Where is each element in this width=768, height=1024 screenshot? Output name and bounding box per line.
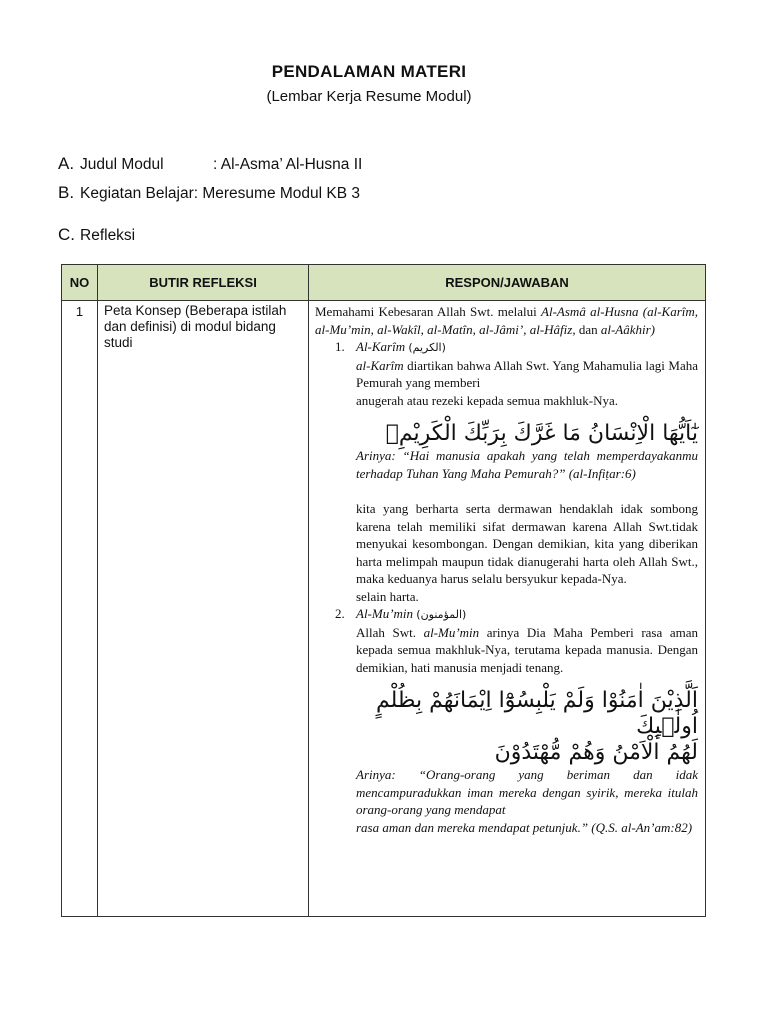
item1-number: 1. — [335, 339, 345, 354]
spacer — [315, 482, 698, 500]
page-subtitle: (Lembar Kerja Resume Modul) — [266, 88, 472, 105]
intro-dan: dan — [578, 321, 601, 337]
item2-translation-line2: rasa aman dan mereka mendapat petunjuk.” (Q.S. al-An’am:82) — [356, 819, 693, 835]
intro-last-name: al-Aâkhir) — [600, 321, 656, 337]
item1-def-term: al-Karîm — [356, 357, 404, 373]
item1-def-text: diartikan bahwa Allah Swt. Yang Mahamulia lagi Maha Pemurah yang memberi — [356, 357, 698, 390]
item2-definition — [356, 624, 698, 677]
table-header-row — [62, 265, 706, 301]
row-no: 1 — [75, 304, 84, 319]
row-butir-text: Peta Konsep (Beberapa istilah dan definisi) di modul bidang studi — [104, 303, 287, 350]
item2-def-text: arinya Dia Maha Pemberi rasa aman kepada semua makhluk-Nya, terutama kepada manusia. Dengan demikian, hati manusia menjadi tenang. — [356, 624, 698, 675]
item1-paragraph: kita yang berharta serta dermawan hendaklah idak sombong karena telah memiliki sifat dermawan karena Allah Swt.tidak menyukai kesombongan. Dengan demikian, kita yang diberikan harta melimpah maupun tidak dianugerahi harta oleh Allah Swt., maka keduanya harus selalu bersyukur kepada-Nya. — [356, 501, 698, 586]
item2-ayat-line2: لَهُمُ الْاَمْنُ وَهُمْ مُّهْتَدُوْنَ — [494, 740, 698, 765]
reflection-table — [61, 264, 706, 917]
info-label-refleksi: Refleksi — [80, 227, 136, 244]
info-row-judul-modul — [58, 154, 362, 174]
item2-translation — [356, 766, 698, 819]
item2-def-term: al-Mu’min — [423, 624, 480, 640]
item1-definition — [356, 357, 698, 392]
info-letter-c: C. — [58, 225, 75, 244]
intro-names-list: (al-Karîm, al-Mu’min, al-Wakîl, al-Matîn, al-Jâmi’, al-Hâfiz, — [315, 304, 699, 337]
header-no: NO — [62, 265, 98, 301]
item2-def-prefix: Allah Swt. — [356, 624, 424, 640]
item1-arabic-name: (الكريم) — [408, 341, 446, 354]
item1-definition-line2: anugerah atau rezeki kepada semua makhluk-Nya. — [356, 392, 619, 408]
info-letter-b: B. — [58, 183, 75, 202]
item1-paragraph-end: selain harta. — [356, 588, 419, 604]
item2-number: 2. — [335, 606, 345, 621]
page-title: PENDALAMAN MATERI — [271, 62, 467, 81]
item2-arti-label: Arinya: — [356, 767, 396, 782]
item2-ayat-line1: اَلَّذِيْنَ اٰمَنُوْا وَلَمْ يَلْبِسُوْٓا اِيْمَانَهُمْ بِظُلْمٍ اُولٰۤىِٕكَ — [376, 688, 698, 739]
row-butir-cell — [98, 301, 309, 917]
item2-arti-text: “Orang-orang yang beriman dan idak mencampuradukkan iman mereka dengan syirik, mereka itulah orang-orang yang mendapat — [356, 767, 698, 817]
table-row — [62, 301, 706, 917]
intro-text: Memahami Kebesaran Allah Swt. melalui — [315, 304, 542, 319]
item2-name: Al-Mu’min — [356, 606, 414, 621]
row-respon-cell — [309, 301, 706, 917]
info-row-kegiatan — [58, 183, 360, 203]
item2-arabic-name: (المؤمنون) — [416, 608, 467, 621]
item1-translation: Arinya: “Hai manusia apakah yang telah memperdayakanmu terhadap Tuhan Yang Maha Pemurah?” (al-Infiṭar:6) — [356, 448, 698, 481]
list-item-al-mumin — [335, 605, 698, 624]
item1-ayat: يٰٓاَيُّهَا الْاِنْسَانُ مَا غَرَّكَ بِرَبِّكَ الْكَرِيْمِۙ — [385, 421, 698, 446]
intro-asmaul-husna: Al-Asmâ al-Husna — [541, 304, 639, 319]
info-letter-a: A. — [58, 154, 75, 173]
respon-intro — [315, 303, 698, 338]
info-row-refleksi — [58, 225, 135, 245]
item1-name: Al-Karîm — [356, 339, 406, 354]
row-no-cell — [62, 301, 98, 917]
info-label-kegiatan: Kegiatan Belajar — [80, 185, 194, 202]
info-value-judul: : Al-Asma’ Al-Husna II — [213, 156, 363, 173]
list-item-al-karim — [335, 338, 698, 357]
header-butir-refleksi: BUTIR REFLEKSI — [98, 265, 309, 301]
header-respon-jawaban: RESPON/JAWABAN — [309, 265, 706, 301]
info-label-judul: Judul Modul — [80, 156, 164, 173]
info-value-kegiatan: : Meresume Modul KB 3 — [193, 185, 361, 202]
